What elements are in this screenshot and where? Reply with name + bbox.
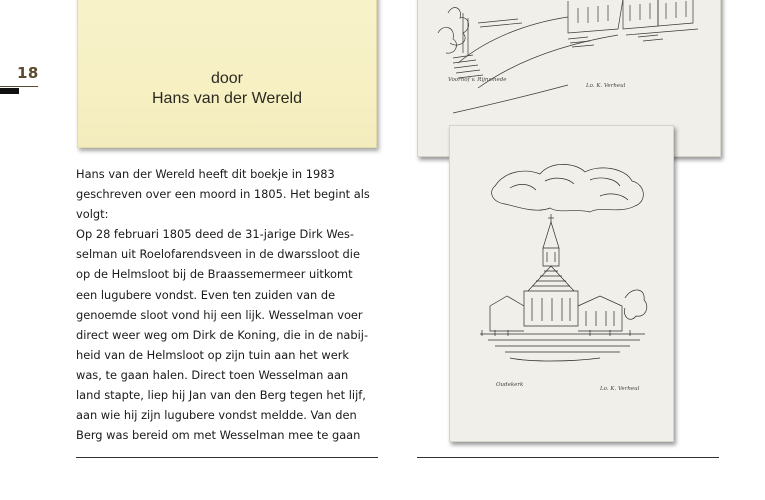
left-column-rule [76,457,378,458]
book-cover-image [77,0,377,148]
page-number: 18 [17,64,39,82]
page-number-bar [0,88,19,94]
body-line: land stapte, liep hij Jan van den Berg tegen het lijf, [76,388,366,403]
body-line: was, te gaan halen. Direct toen Wesselman aan [76,367,349,382]
drawing-signature: Lo. K. Verheul [600,386,640,392]
drawing-caption-left: Voorhof v. Rijnsmede [448,77,507,83]
drawing-caption-left: Oudekerk [496,382,524,388]
page-number-rule [0,86,38,87]
right-column-rule [417,457,719,458]
body-line: heid van de Helmsloot op zijn tuin aan het werk [76,347,349,362]
body-line: selman uit Roelofarendsveen in de dwarssloot die [76,247,360,262]
cover-author-prefix: door [210,70,244,87]
body-line: volgt: [76,207,109,222]
body-line: genoemde sloot vond hij een lijk. Wesselman voer [76,307,363,322]
church-sketch-image [449,125,674,442]
body-line: geschreven over een moord in 1805. Het begint als [76,187,370,202]
body-line: aan wie hij zijn lugubere vondst meldde. Van den [76,408,357,423]
body-line: direct weer weg om Dirk de Koning, die in de nabij- [76,327,369,342]
body-line: Hans van der Wereld heeft dit boekje in 1983 [76,167,335,181]
church-sketch-art [450,126,673,441]
body-line: op de Helmsloot bij de Braassemermeer uitkomt [76,267,353,282]
article-body-text [76,164,381,445]
body-line: een lugubere vondst. Even ten zuiden van de [76,287,336,302]
body-line: Berg was bereid om met Wesselman mee te gaan [76,428,361,443]
cover-author-name: Hans van der Wereld [152,90,302,107]
body-line: Op 28 februari 1805 deed de 31-jarige Dirk Wes- [76,227,355,242]
drawing-signature: Lo. K. Verheul [586,83,626,89]
